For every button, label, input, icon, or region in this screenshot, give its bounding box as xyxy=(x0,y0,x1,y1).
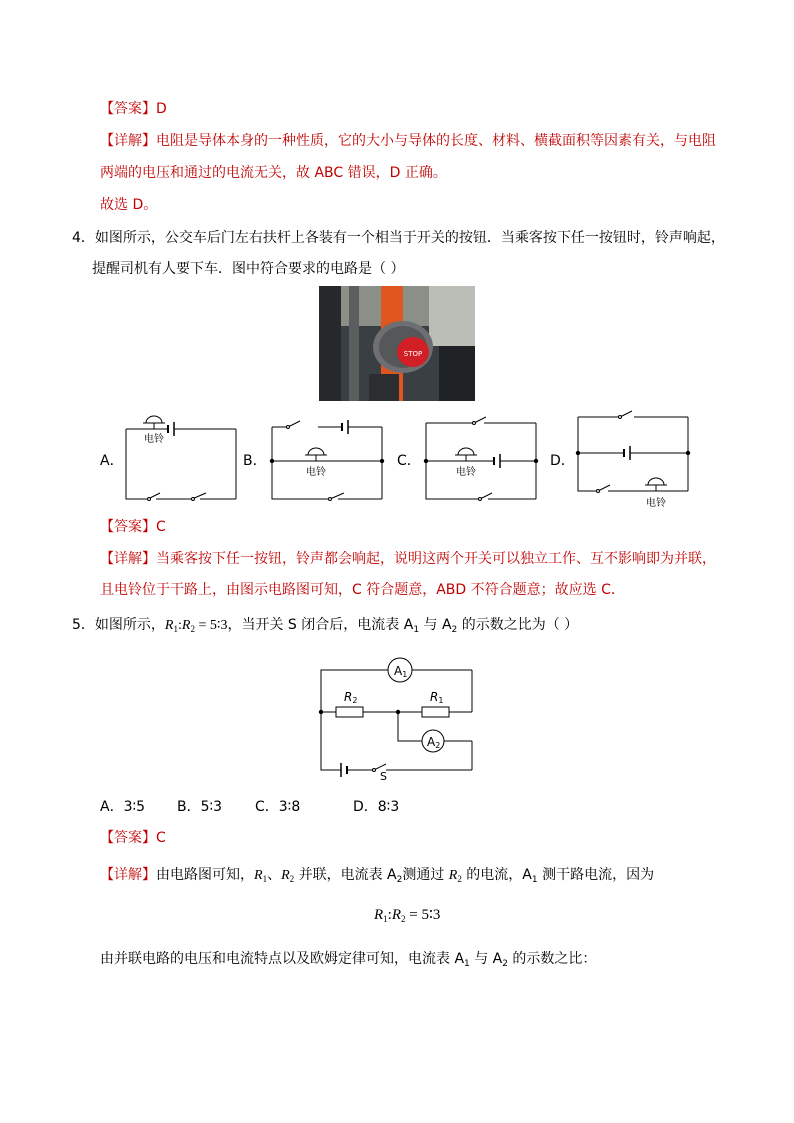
ratio-r2-sub: 2 xyxy=(190,624,195,634)
a2-sub: 2 xyxy=(502,959,508,969)
q4-stem-line1: 4．如图所示，公交车后门左右扶杆上各装有一个相当于开关的按钮．当乘客按下任一按钮时，铃声响起， xyxy=(72,230,725,246)
q5-stem-suffix2: 与 A xyxy=(419,617,452,633)
option-b-label: B． xyxy=(243,453,267,469)
answer-tag: 【答案】 xyxy=(100,519,156,535)
detail-part: 的电流，A xyxy=(461,867,532,883)
answer-tag: 【答案】 xyxy=(100,101,156,117)
q3-detail-line1 xyxy=(100,131,716,151)
equation-value: = 5∶3 xyxy=(405,907,441,923)
q5-stem-prefix: 5．如图所示， xyxy=(72,617,165,633)
r1-sub: 1 xyxy=(383,914,388,924)
r2-symbol: R xyxy=(281,868,290,883)
r2-symbol: R xyxy=(391,907,402,923)
q5-stem: 5．如图所示，$R_1:R_2$ = 5∶3，当开关 S 闭合后，电流表 $A_1$ 与 $A_2$ 的示数之比为（ ） xyxy=(72,617,579,635)
detail-part: 、 xyxy=(267,867,282,883)
q5-option-b: B．5∶3 xyxy=(177,799,223,815)
q5-option-d: D．8∶3 xyxy=(353,799,400,815)
switch-label: S xyxy=(380,770,387,780)
ratio-r1: R xyxy=(164,618,174,633)
a2-sub: 2 xyxy=(396,875,403,885)
circuit-c xyxy=(420,405,542,505)
answer-value: C xyxy=(156,830,166,846)
last-line-part: 与 A xyxy=(469,951,503,967)
ratio-r1-sub: 1 xyxy=(173,624,178,634)
q5-stem-suffix3: 的示数之比为（ ） xyxy=(457,617,579,633)
bell-label: 电铃 xyxy=(144,434,164,445)
q5-detail-line1 xyxy=(100,865,654,890)
r2-sub: 2 xyxy=(457,874,462,884)
a2-sub: 2 xyxy=(451,625,458,635)
r1-symbol: R xyxy=(374,907,384,923)
last-line-part: 由并联电路的电压和电流特点以及欧姆定律可知，电流表 A xyxy=(100,951,465,967)
a1-sub: 1 xyxy=(531,875,538,885)
answer-value: D xyxy=(156,101,167,117)
answer-value: C xyxy=(156,519,166,535)
detail-tag: 【详解】 xyxy=(100,867,156,883)
q5-stem-suffix1: ，当开关 S 闭合后，电流表 A xyxy=(227,617,414,633)
r1-sub: 1 xyxy=(262,874,268,884)
q4-detail-line1 xyxy=(100,549,716,569)
q3-answer-line xyxy=(100,99,167,119)
bell-label: 电铃 xyxy=(646,498,666,509)
ratio-value: = 5∶3 xyxy=(194,618,228,633)
q4-detail-line2: 且电铃位于干路上，由图示电路图可知，C 符合题意，ABD 不符合题意；故应选 C． xyxy=(100,582,625,598)
q4-answer-line xyxy=(100,517,166,537)
bell-label: 电铃 xyxy=(456,467,476,478)
r1-symbol: R xyxy=(254,868,263,883)
detail-part: 测干路电流，因为 xyxy=(537,867,655,883)
last-line-part: 的示数之比： xyxy=(507,951,597,967)
bell-label: 电铃 xyxy=(306,467,326,478)
r2-sub: 2 xyxy=(289,874,295,884)
option-c-label: C． xyxy=(397,453,421,469)
q3-conclusion: 故选 D。 xyxy=(100,197,158,213)
q3-detail-line2: 两端的电压和通过的电流无关，故 ABC 错误，D 正确。 xyxy=(100,165,447,181)
r2-sub: 2 xyxy=(401,914,406,924)
ammeter-a2-label: A2 xyxy=(427,735,441,750)
option-d-label: D． xyxy=(550,453,575,469)
option-a-label: A． xyxy=(100,453,124,469)
r2-symbol: R xyxy=(448,868,458,883)
a1-sub: 1 xyxy=(464,959,470,969)
a1-sub: 1 xyxy=(413,625,420,635)
detail-text: 当乘客按下任一按钮，铃声都会响起，说明这两个开关可以独立工作、互不影响即为并联， xyxy=(156,551,716,567)
circuit-b xyxy=(266,405,390,505)
detail-part: 测通过 xyxy=(402,867,449,883)
detail-tag: 【详解】 xyxy=(100,551,156,567)
circuit-d xyxy=(572,405,696,515)
detail-part: 并联，电流表 A xyxy=(294,867,397,883)
ratio-r2: R xyxy=(181,618,191,633)
q5-answer-line xyxy=(100,828,166,848)
ammeter-a1-label: A1 xyxy=(394,664,408,679)
q5-circuit xyxy=(312,650,482,780)
q4-stem-line2: 提醒司机有人要下车．图中符合要求的电路是（ ） xyxy=(92,261,405,277)
q5-option-c: C．3∶8 xyxy=(255,799,301,815)
resistor-r1-label: R1 xyxy=(430,690,444,705)
q5-option-a: A．3∶5 xyxy=(100,799,146,815)
resistor-r2-label: R2 xyxy=(344,690,358,705)
ratio-equation: $R_1:R_2$ = 5∶3 xyxy=(374,907,441,924)
stop-label: STOP xyxy=(403,350,423,358)
circuit-a xyxy=(120,405,242,505)
q5-last-line xyxy=(100,949,596,974)
answer-tag: 【答案】 xyxy=(100,830,156,846)
detail-tag: 【详解】 xyxy=(100,133,156,149)
detail-text: 电阻是导体本身的一种性质，它的大小与导体的长度、材料、横截面积等因素有关，与电阻 xyxy=(156,133,716,149)
bus-button-photo xyxy=(319,286,475,401)
detail-part: 由电路图可知， xyxy=(156,867,254,883)
